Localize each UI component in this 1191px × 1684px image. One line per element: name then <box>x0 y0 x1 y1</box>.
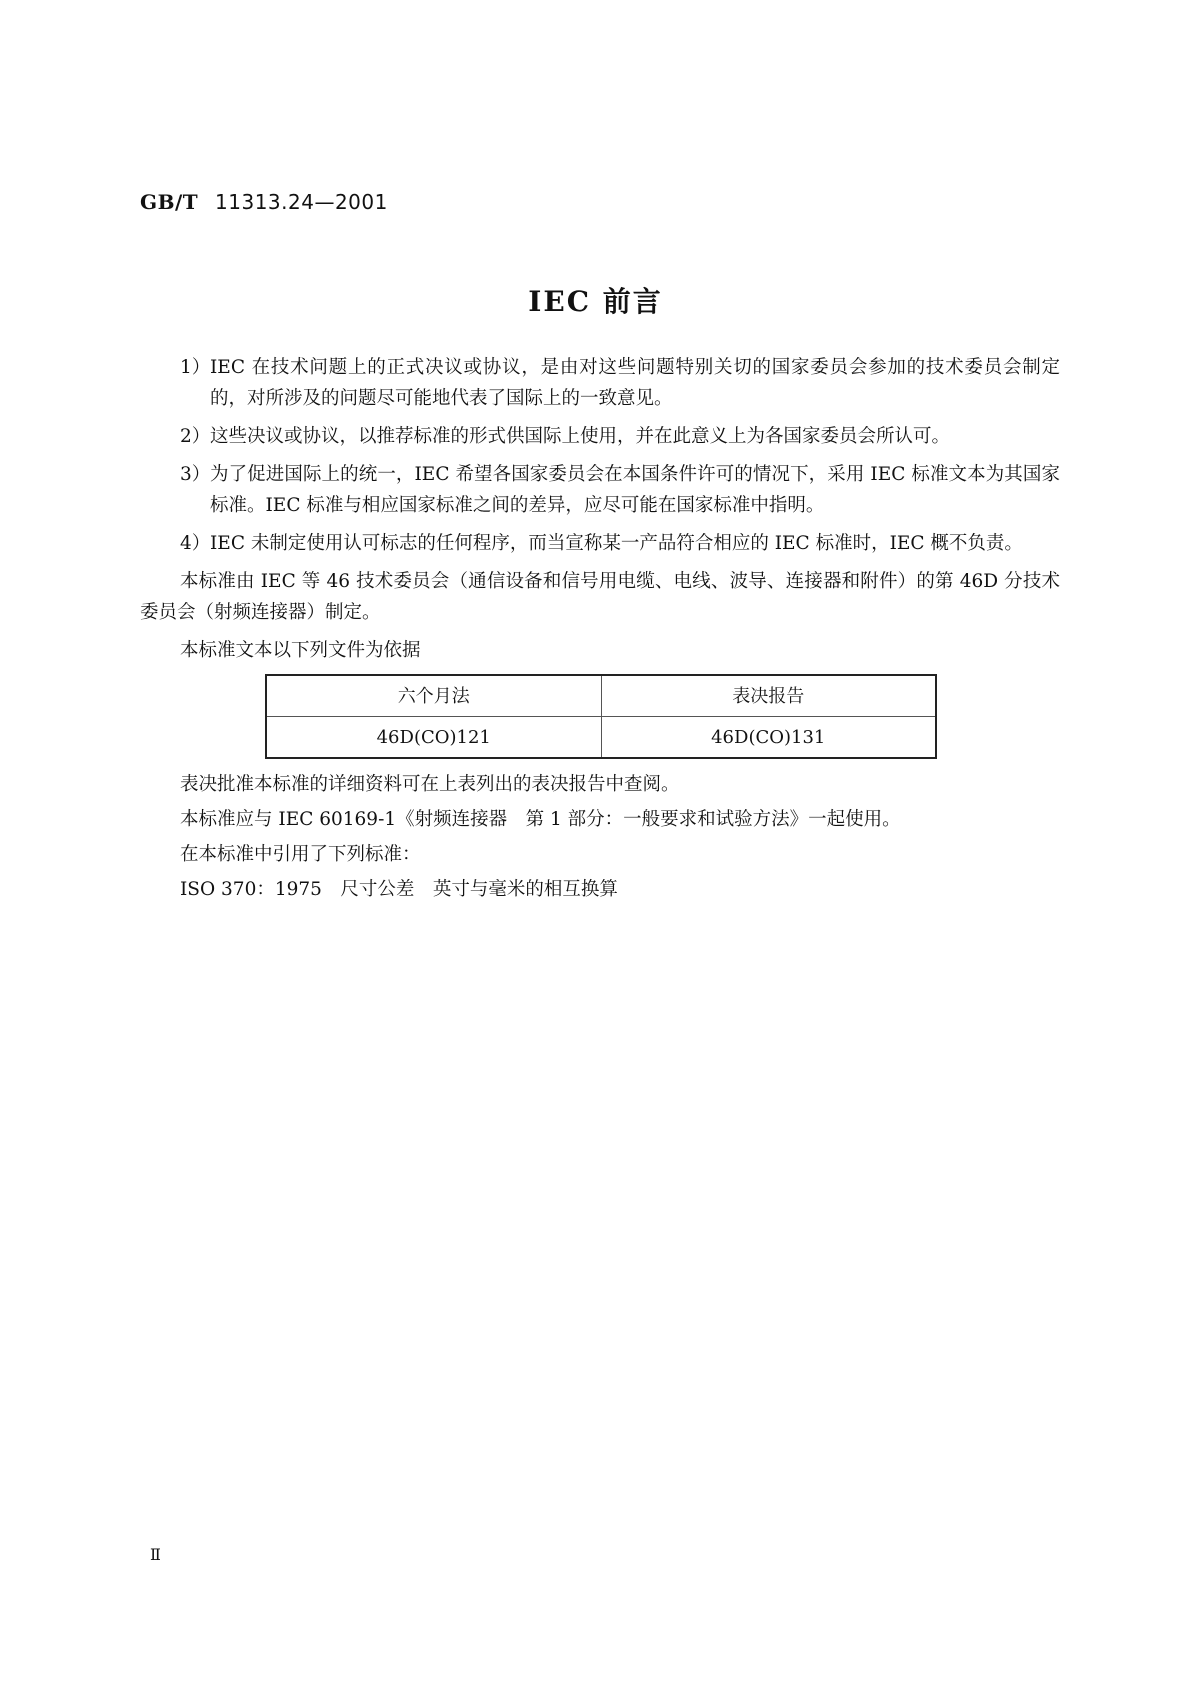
document-body <box>140 352 1060 909</box>
page-number: Ⅱ <box>150 1545 161 1564</box>
list-item <box>140 352 1060 414</box>
list-item-text: 为了促进国际上的统一，IEC 希望各国家委员会在本国条件许可的情况下，采用 IEC 标准文本为其国家标准。IEC 标准与相应国家标准之间的差异，应尽可能在国家标准中指明。 <box>210 464 1060 516</box>
table-cell: 46D(CO)131 <box>601 717 936 759</box>
standard-code <box>140 190 388 214</box>
list-item-number: 1） <box>180 357 211 378</box>
standard-prefix: GB/T <box>140 190 199 214</box>
table-cell: 46D(CO)121 <box>266 717 601 759</box>
list-item-text: IEC 未制定使用认可标志的任何程序，而当宣称某一产品符合相应的 IEC 标准时，IEC 概不负责。 <box>210 533 1023 554</box>
list-item-number: 2） <box>180 426 211 447</box>
table-header-row <box>266 675 936 717</box>
reference-item: ISO 370：1975 尺寸公差 英寸与毫米的相互换算 <box>180 879 618 900</box>
usage-paragraph: 本标准应与 IEC 60169-1《射频连接器 第 1 部分：一般要求和试验方法》一起使用。 <box>180 809 901 830</box>
table-row <box>266 717 936 759</box>
table-header-cell: 六个月法 <box>266 675 601 717</box>
committee-paragraph: 本标准由 IEC 等 46 技术委员会（通信设备和信号用电缆、电线、波导、连接器和附件）的第 46D 分技术委员会（射频连接器）制定。 <box>140 571 1060 623</box>
list-item <box>140 459 1060 521</box>
page-title: IEC 前言 <box>528 285 663 318</box>
list-item <box>140 421 1060 452</box>
table-header-cell: 表决报告 <box>601 675 936 717</box>
references-intro: 在本标准中引用了下列标准： <box>180 844 421 865</box>
list-item-text: 这些决议或协议，以推荐标准的形式供国际上使用，并在此意义上为各国家委员会所认可。 <box>210 426 951 447</box>
voting-documents-table <box>265 674 937 759</box>
list-item-number: 3） <box>180 464 211 485</box>
basis-paragraph: 本标准文本以下列文件为依据 <box>180 640 421 661</box>
list-item-number: 4） <box>180 533 211 554</box>
voting-paragraph: 表决批准本标准的详细资料可在上表列出的表决报告中查阅。 <box>180 774 680 795</box>
list-item <box>140 528 1060 559</box>
list-item-text: IEC 在技术问题上的正式决议或协议，是由对这些问题特别关切的国家委员会参加的技术委员会制定的，对所涉及的问题尽可能地代表了国际上的一致意见。 <box>210 357 1060 409</box>
standard-number: 11313.24—2001 <box>215 190 388 214</box>
